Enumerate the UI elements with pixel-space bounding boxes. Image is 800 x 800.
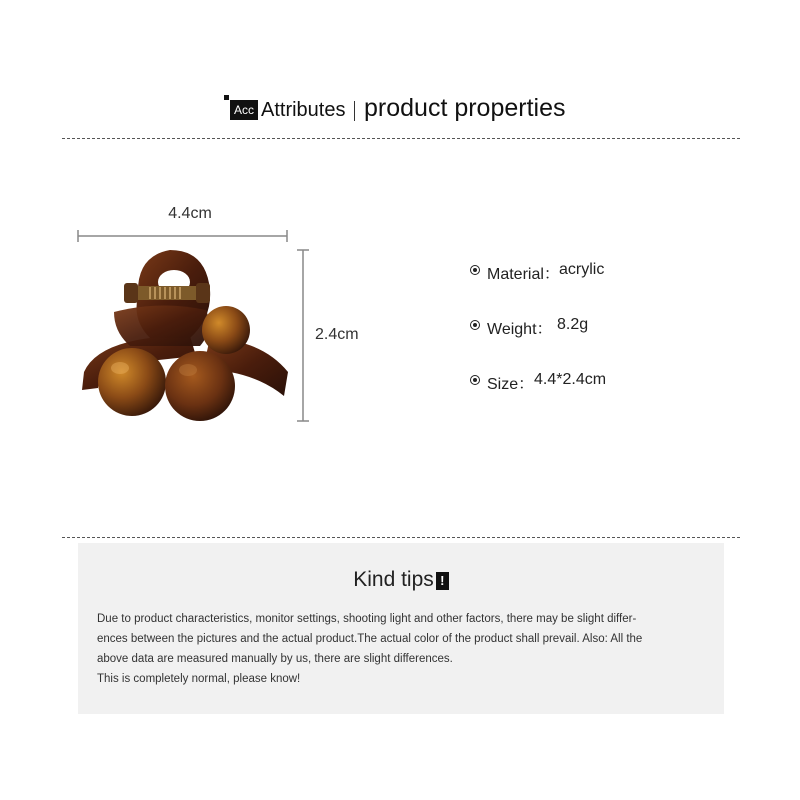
bullet-icon — [470, 265, 480, 275]
property-key: Material： — [487, 266, 560, 283]
property-value: acrylic — [559, 261, 605, 278]
tips-line: above data are measured manually by us, there are slight differences. — [97, 653, 453, 665]
height-dimension-line — [297, 250, 309, 421]
bullet-icon — [470, 375, 480, 385]
tips-line: This is completely normal, please know! — [97, 673, 301, 685]
kind-tips-title — [78, 568, 724, 592]
width-dimension-line — [78, 230, 287, 242]
property-value: 8.2g — [557, 316, 589, 333]
exclamation-icon: ! — [436, 572, 449, 590]
tips-line: ences between the pictures and the actual product.The actual color of the product shall prevail. Also: All the — [97, 633, 643, 645]
kind-tips-panel — [78, 543, 724, 714]
bullet-icon — [470, 320, 480, 330]
property-value: 4.4*2.4cm — [534, 371, 607, 388]
page-title: product properties — [364, 94, 566, 122]
hair-claw-clip-icon — [82, 250, 288, 421]
attributes-label: Attributes — [261, 99, 346, 121]
height-dimension-label: 2.4cm — [315, 326, 359, 343]
bottom-divider — [62, 537, 740, 538]
kind-tips-title-text: Kind tips — [353, 568, 434, 591]
tips-line: Due to product characteristics, monitor settings, shooting light and other factors, there may be slight differ- — [97, 613, 637, 625]
width-dimension-label: 4.4cm — [168, 205, 212, 222]
property-key: Weight： — [487, 321, 553, 338]
acc-badge: Acc — [230, 100, 258, 120]
property-key: Size： — [487, 376, 535, 393]
kind-tips-body — [97, 609, 709, 689]
